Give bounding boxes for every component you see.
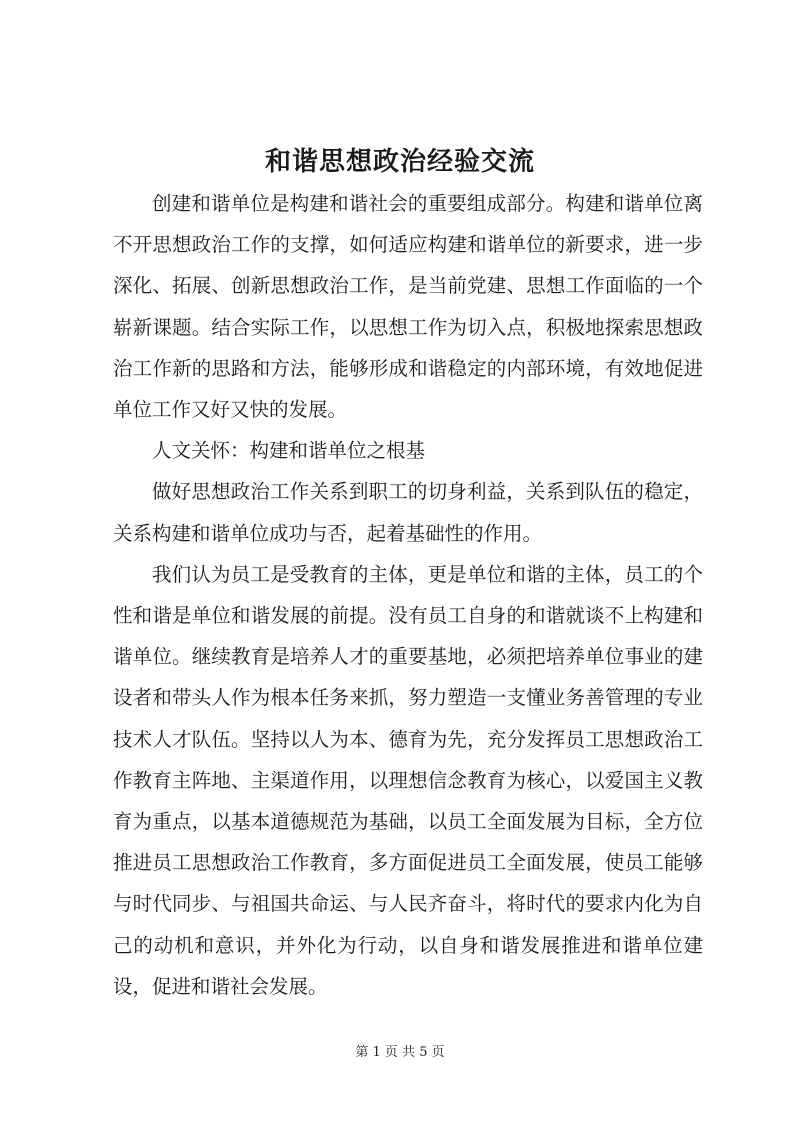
section-heading: 人文关怀：构建和谐单位之根基: [152, 439, 426, 463]
document-body: [113, 183, 703, 1007]
document-title: 和谐思想政治经验交流: [264, 147, 535, 177]
paragraph-employees: 我们认为员工是受教育的主体，更是单位和谐的主体，员工的个性和谐是单位和谐发展的前提。没有员工自身的和谐就谈不上构建和谐单位。继续教育是培养人才的重要基地，必须把培养单位事业的建设者和带头人作为根本任务来抓，努力塑造一支懂业务善管理的专业技术人才队伍。坚持以人为本、德育为先，充分发挥员工思想政治工作教育主阵地、主渠道作用，以理想信念教育为核心，以爱国主义教育为重点，以基本道德规范为基础，以员工全面发展为目标，全方位推进员工思想政治工作教育，多方面促进员工全面发展，使员工能够与时代同步、与祖国共命运、与人民齐奋斗，将时代的要求内化为自己的动机和意识，并外化为行动，以自身和谐发展推进和谐单位建设，促进和谐社会发展。: [113, 562, 703, 998]
paragraph-intro: 创建和谐单位是构建和谐社会的重要组成部分。构建和谐单位离不开思想政治工作的支撑，如何适应构建和谐单位的新要求，进一步深化、拓展、创新思想政治工作，是当前党建、思想工作面临的一个崭新课题。结合实际工作，以思想工作为切入点，积极地探索思想政治工作新的思路和方法，能够形成和谐稳定的内部环境，有效地促进单位工作又好又快的发展。: [113, 192, 703, 422]
paragraph-foundation: 做好思想政治工作关系到职工的切身利益，关系到队伍的稳定，关系构建和谐单位成功与否，起着基础性的作用。: [113, 480, 703, 545]
page-footer: 第 1 页 共 5 页: [355, 1045, 445, 1060]
